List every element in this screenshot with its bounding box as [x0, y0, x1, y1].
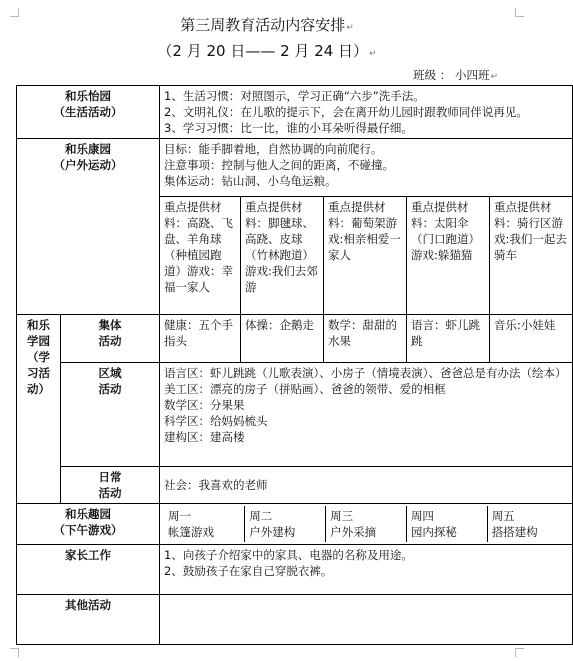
group-activity-cell: 体操：企鹅走: [241, 315, 324, 363]
afternoon-game: 帐篷游戏: [168, 525, 214, 539]
group-activity-label: [61, 315, 160, 363]
life-line: 3、学习习惯：比一比，谁的小耳朵听得最仔细。: [164, 121, 413, 135]
life-header: [17, 86, 160, 139]
outdoor-line: 集体运动：钻山洞、小乌龟运粮。: [164, 174, 337, 188]
area-activity-content: [160, 363, 573, 467]
paragraph-mark-icon: ↵: [346, 23, 354, 33]
other-row: [17, 595, 573, 645]
paragraph-mark-icon: ↵: [369, 49, 377, 59]
area-label-line: 区域: [98, 366, 122, 380]
area-label-line: 活动: [98, 382, 122, 396]
study-daily-row: [17, 467, 573, 504]
outdoor-line: 注意事项：控制与他人之间的距离，不碰撞。: [164, 158, 394, 172]
outdoor-row: [17, 139, 573, 197]
afternoon-days: [160, 504, 573, 545]
afternoon-game: 户外采摘: [330, 525, 377, 539]
class-label: 班级 ： 小四班↵: [413, 68, 498, 82]
afternoon-day-cell: [245, 506, 326, 542]
study-header-line: 动）: [27, 382, 50, 396]
life-line: 2、文明礼仪：在儿歌的提示下，会在离开幼儿园时跟教师同伴说再见。: [164, 105, 528, 119]
crop-mark-bottom-left: [10, 648, 19, 657]
paragraph-mark-icon: ↵: [490, 72, 498, 82]
parents-line: 2、鼓励孩子在家自己穿脱衣裤。: [164, 564, 333, 578]
group-label-line: 活动: [98, 334, 122, 348]
outdoor-material-cell: 重点提供材料：太阳伞（门口跑道）游戏:躲猫猫: [407, 197, 490, 315]
outdoor-line: 目标：能手脚着地，自然协调的向前爬行。: [164, 142, 383, 156]
daily-label-line: 活动: [98, 486, 122, 500]
area-line: 建构区：建高楼: [164, 430, 245, 444]
life-row: [17, 86, 573, 139]
afternoon-row: [17, 504, 573, 545]
daily-activity-content: [160, 467, 573, 504]
page-title: 第三周教育活动内容安排↵: [180, 16, 354, 34]
afternoon-game: 户外建构: [249, 525, 296, 539]
life-line: 1、生活习惯：对照图示，学习正确“六步”洗手法。: [164, 89, 425, 103]
study-header-line: 和乐: [27, 318, 50, 332]
area-activity-label: [61, 363, 160, 467]
afternoon-day-cell: [487, 506, 568, 542]
study-header-line: 习活: [27, 366, 50, 380]
outdoor-material-cell: 重点提供材料：高跷、飞盘、羊角球（种植园跑道）游戏：幸福一家人: [160, 197, 241, 315]
study-area-row: [17, 363, 573, 467]
area-line: 数学区：分果果: [164, 398, 245, 412]
life-header-line: 和乐怡园: [65, 89, 111, 103]
outdoor-material-cell: 重点提供材料：骑行区游戏:我们一起去骑车: [490, 197, 573, 315]
afternoon-day: 周四: [410, 509, 434, 523]
life-content: [160, 86, 573, 139]
afternoon-days-grid: [164, 506, 568, 542]
page-subtitle: （2 月 20 日—— 2 月 24 日）↵: [157, 42, 377, 60]
afternoon-day-cell: [164, 506, 245, 542]
outdoor-material-cell: 重点提供材料：脚毽球、高跷、皮球（竹林跑道）游戏:我们去郊游: [241, 197, 324, 315]
study-header: [17, 315, 61, 504]
other-content: [160, 595, 573, 645]
afternoon-game: 园内探秘: [410, 525, 457, 539]
study-header-line: 学园: [27, 334, 50, 348]
afternoon-day: 周五: [491, 509, 515, 523]
group-label-line: 集体: [98, 318, 122, 332]
study-header-line: （学: [27, 350, 50, 364]
other-header: 其他活动: [17, 595, 160, 645]
area-line: 美工区：漂亮的房子（拼贴画）、爸爸的领带、爱的相框: [164, 382, 446, 396]
outdoor-header-line: （户外运动）: [53, 158, 123, 172]
afternoon-day: 周一: [168, 509, 191, 523]
afternoon-header: [17, 504, 160, 545]
afternoon-game: 搭搭建构: [491, 525, 538, 539]
afternoon-day-cell: [326, 506, 407, 542]
afternoon-header-line: 和乐趣园: [65, 507, 111, 521]
group-activity-cell: 语言：虾儿跳跳: [407, 315, 490, 363]
afternoon-day: 周二: [249, 509, 273, 523]
parents-content: [160, 545, 573, 595]
outdoor-header: [17, 139, 160, 315]
afternoon-day: 周三: [330, 509, 354, 523]
parents-line: 1、向孩子介绍家中的家具、电器的名称及用途。: [164, 548, 413, 562]
outdoor-material-cell: 重点提供材料：葡萄架游戏:相亲相爱一家人: [324, 197, 407, 315]
daily-activity-label: [61, 467, 160, 504]
afternoon-day-cell: [406, 506, 487, 542]
crop-mark-bottom-right: [515, 648, 524, 657]
area-line: 科学区：给妈妈梳头: [164, 414, 268, 428]
group-activity-cell: 健康：五个手指头: [160, 315, 241, 363]
group-activity-cell: 数学：甜甜的水果: [324, 315, 407, 363]
area-line: 语言区：虾儿跳跳（儿歌表演）、小房子（情境表演）、爸爸总是有办法（绘本）: [164, 366, 567, 380]
outdoor-header-line: 和乐康园: [65, 142, 111, 156]
schedule-table: [16, 85, 573, 645]
outdoor-goals: [160, 139, 573, 197]
parents-header: 家长工作: [17, 545, 160, 595]
daily-label-line: 日常: [98, 470, 122, 484]
afternoon-header-line: （下午游戏）: [53, 523, 123, 537]
study-group-row: [17, 315, 573, 363]
parents-row: [17, 545, 573, 595]
daily-line: 社会：我喜欢的老师: [164, 478, 268, 492]
group-activity-cell: 音乐:小娃娃: [490, 315, 573, 363]
life-header-line: （生活活动）: [53, 105, 123, 119]
